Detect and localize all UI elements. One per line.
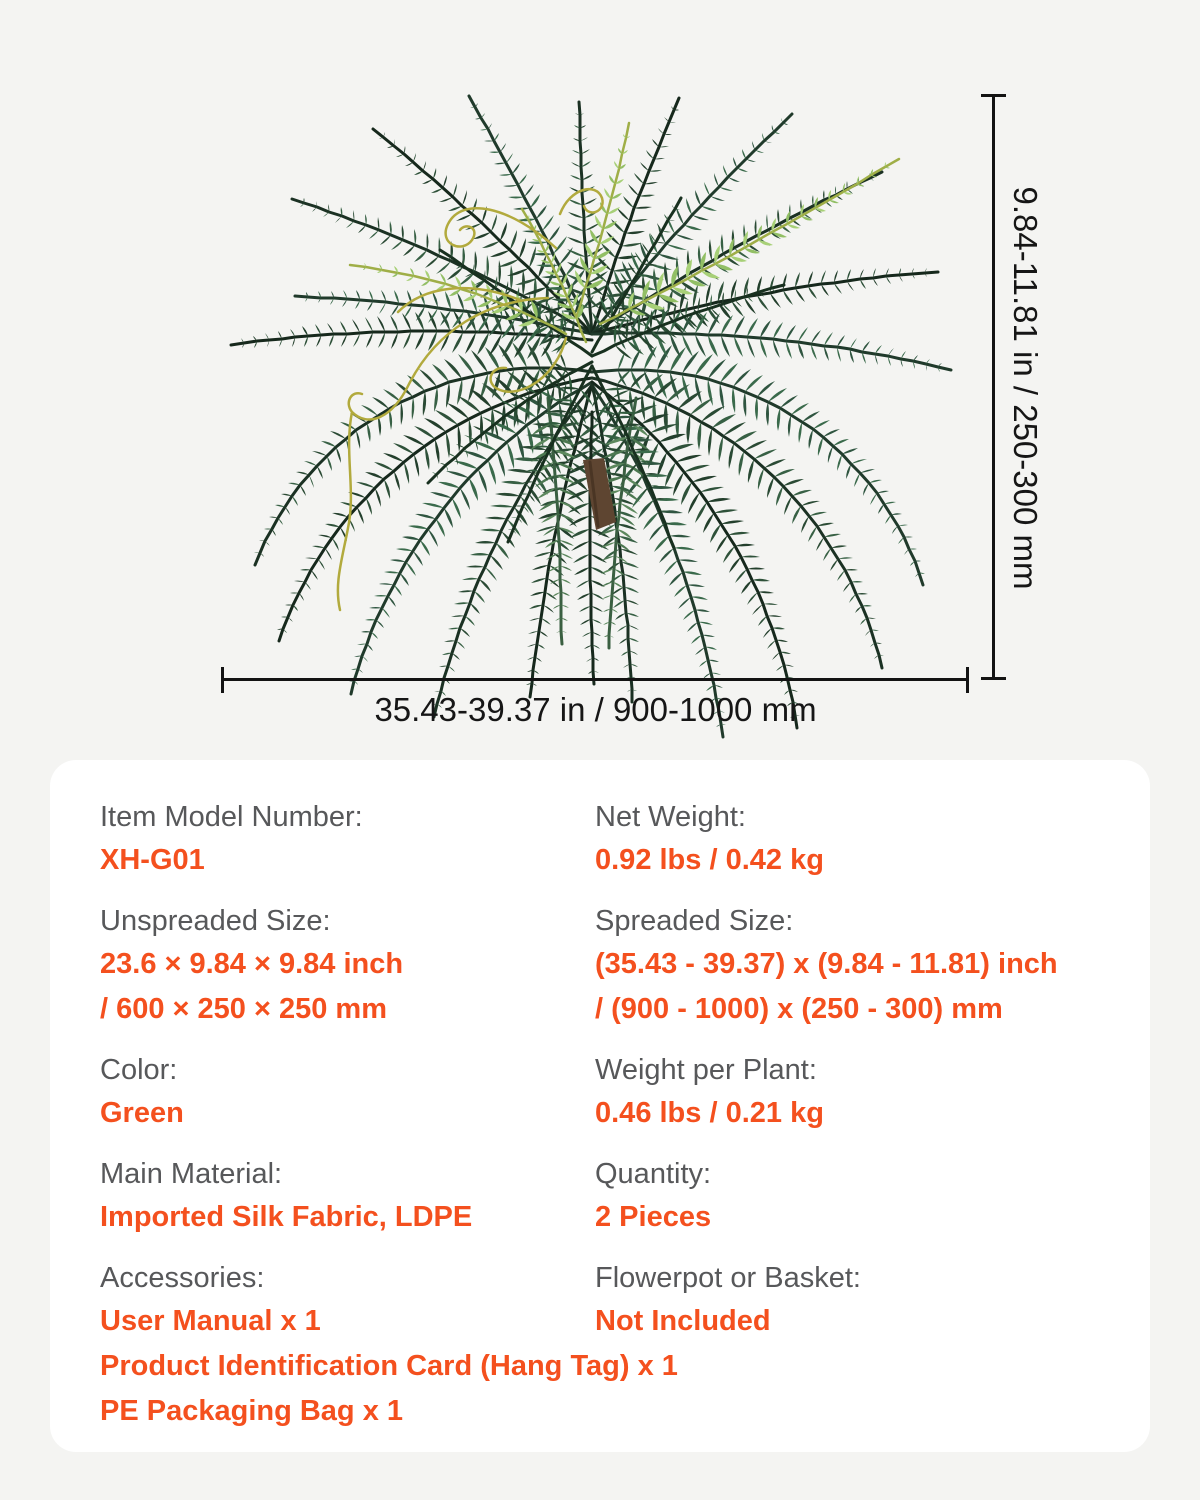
- spec-label: Main Material:: [100, 1158, 283, 1190]
- spec-value: Green: [100, 1097, 184, 1129]
- spec-item-quantity: [595, 1153, 1110, 1240]
- spec-label: Item Model Number:: [100, 801, 363, 833]
- spec-value: Imported Silk Fabric, LDPE: [100, 1201, 473, 1233]
- spec-item-flowerpot-or-basket: [595, 1257, 1110, 1434]
- spec-item-model-number: [100, 796, 595, 883]
- spec-value: 0.92 lbs / 0.42 kg: [595, 844, 824, 876]
- spec-card: [50, 760, 1150, 1452]
- spec-item-color: [100, 1049, 595, 1136]
- spec-item-spreaded-size: [595, 900, 1110, 1032]
- spec-value: 2 Pieces: [595, 1201, 712, 1233]
- spec-item-weight-per-plant: [595, 1049, 1110, 1136]
- width-dimension-tick-left: [221, 667, 224, 693]
- height-dimension-line: [992, 95, 995, 680]
- height-dimension-label: 9.84-11.81 in / 250-300 mm: [1007, 186, 1044, 590]
- spec-item-unspreaded-size: [100, 900, 595, 1032]
- spec-item-main-material: [100, 1153, 595, 1240]
- spec-value: / (900 - 1000) x (250 - 300) mm: [595, 993, 1003, 1025]
- spec-label: Weight per Plant:: [595, 1054, 817, 1086]
- spec-value: 23.6 × 9.84 × 9.84 inch: [100, 948, 404, 980]
- spec-value: / 600 × 250 × 250 mm: [100, 993, 387, 1025]
- width-dimension-line: [222, 678, 969, 681]
- spec-value: XH-G01: [100, 844, 205, 876]
- spec-value: User Manual x 1: [100, 1305, 321, 1337]
- spec-grid: [100, 796, 1110, 1434]
- spec-label: Spreaded Size:: [595, 905, 794, 937]
- spec-value: PE Packaging Bag x 1: [100, 1395, 404, 1427]
- width-dimension-label: 35.43-39.37 in / 900-1000 mm: [374, 691, 817, 728]
- spec-label: Accessories:: [100, 1262, 265, 1294]
- spec-value: (35.43 - 39.37) x (9.84 - 11.81) inch: [595, 948, 1058, 980]
- spec-label: Net Weight:: [595, 801, 746, 833]
- width-dimension-tick-right: [966, 667, 969, 693]
- spec-value: Not Included: [595, 1305, 771, 1337]
- spec-item-accessories: [100, 1257, 678, 1434]
- spec-value: Product Identification Card (Hang Tag) x 1: [100, 1350, 678, 1382]
- spec-label: Flowerpot or Basket:: [595, 1262, 861, 1294]
- spec-item-net-weight: [595, 796, 1110, 883]
- spec-label: Color:: [100, 1054, 178, 1086]
- spec-label: Quantity:: [595, 1158, 712, 1190]
- spec-label: Unspreaded Size:: [100, 905, 331, 937]
- spec-value: 0.46 lbs / 0.21 kg: [595, 1097, 824, 1129]
